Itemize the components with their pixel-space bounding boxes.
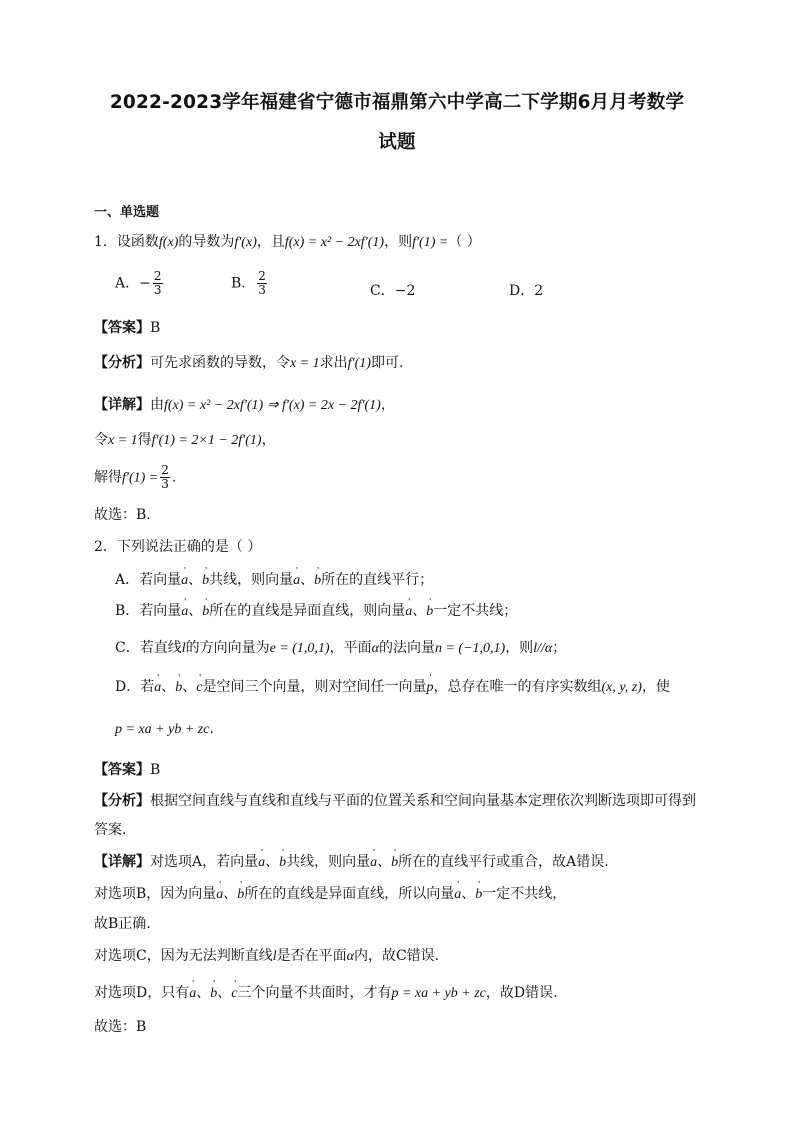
fraction-den: 3 [161, 477, 169, 491]
vec-c: ' c [231, 984, 237, 1004]
detail-text: 得 [137, 432, 152, 448]
option-text: ，总存在唯一的有序实数组 [433, 679, 602, 695]
detail-text: ， [261, 432, 276, 448]
fraction-num: 2 [258, 269, 266, 283]
math-x1: x = 1 [108, 433, 138, 448]
detail-text: 、 [461, 886, 476, 902]
q2-analysis-cont: 答案. [94, 822, 127, 838]
q1-stem-text: 1．设函数 [94, 234, 159, 250]
answer-value: B [150, 320, 161, 336]
vec-a: ' a [293, 571, 300, 591]
q1-option-a [115, 270, 165, 297]
q2-option-b [115, 601, 517, 622]
detail-tag: 【详解】 [94, 397, 150, 413]
q2-detail-3: 故B正确. [94, 916, 151, 932]
q2-option-d-cont [115, 719, 214, 740]
q1-option-d: D．2 [509, 283, 544, 299]
math-eq1: f(x) = x² − 2xf′(1) [284, 235, 385, 250]
q2-detail-5 [94, 983, 558, 1004]
detail-text: 对选项D，只有 [94, 985, 190, 1001]
fraction [153, 270, 163, 297]
vec-b: ' b [475, 885, 482, 905]
math-let-eq: f′(1) = 2×1 − 2f′(1) [151, 433, 262, 448]
math-l: l [272, 949, 277, 964]
detail-text: ， [380, 397, 395, 413]
math-detail-eq: f(x) = x² − 2xf′(1) ⇒ f′(x) = 2x − 2f′(1) [164, 398, 381, 413]
option-label: B． [231, 275, 256, 292]
q2-option-c [115, 638, 566, 659]
option-sign: − [139, 275, 151, 292]
option-label: A． [115, 275, 140, 292]
vec-b: ' b [202, 602, 209, 622]
option-text: 、 [182, 679, 197, 695]
option-text: ，使 [641, 679, 670, 695]
vec-b: ' b [175, 678, 182, 698]
option-text: 、 [188, 572, 203, 588]
q2-option-d [115, 677, 670, 698]
option-text: 、 [188, 603, 203, 619]
vec-a: ' a [189, 984, 196, 1004]
fraction-num: 2 [161, 463, 169, 477]
math-fpx: f′(x) [234, 235, 257, 250]
option-text: 、 [412, 603, 427, 619]
math-p-eq: p = xa + yb + zc [115, 722, 210, 737]
answer-tag: 【答案】 [94, 320, 150, 336]
vec-b: ' b [210, 984, 217, 1004]
fraction [160, 464, 170, 491]
math-n-vec: n = (−1,0,1) [434, 641, 506, 656]
detail-text: 对选项B，因为向量 [94, 886, 217, 902]
math-l: l [181, 641, 186, 656]
detail-text: 由 [150, 397, 164, 413]
analysis-text: 可先求函数的导数，令 [150, 355, 290, 371]
detail-tag: 【详解】 [94, 854, 150, 870]
vec-a: ' a [181, 602, 188, 622]
q1-stem-text: ，则 [384, 234, 413, 250]
q1-analysis [94, 353, 403, 374]
fraction [257, 270, 267, 297]
answer-value: B [150, 762, 161, 778]
doc-title-line2: 试题 [378, 132, 416, 153]
q2-conclusion: 故选：B [94, 1019, 147, 1035]
vec-b: ' b [237, 885, 244, 905]
vec-a: ' a [216, 885, 223, 905]
section-heading: 一、单选题 [94, 205, 160, 220]
vec-c: ' c [196, 678, 202, 698]
option-text: 所在的直线是异面直线，则向量 [209, 603, 406, 619]
detail-text: 解得 [94, 469, 122, 486]
detail-text: 一定不共线， [482, 886, 567, 902]
option-text: C．若直线 [115, 640, 182, 656]
option-text: 所在的直线平行； [321, 572, 434, 588]
vec-a: ' a [454, 885, 461, 905]
vec-b: ' b [202, 571, 209, 591]
math-alpha: α [371, 641, 379, 656]
vec-a: ' a [405, 602, 412, 622]
detail-text: 、 [223, 886, 238, 902]
fraction-num: 2 [153, 269, 162, 283]
math-fp1: f′(1) [347, 356, 371, 371]
q1-answer [94, 318, 160, 338]
option-text: A．若向量 [115, 572, 182, 588]
q1-solve-line: 解得f′(1) = $\frac{2}{3}$ . [94, 463, 177, 491]
q2-detail-4 [94, 946, 439, 967]
detail-text: 三个向量不共面时，才有 [237, 985, 392, 1001]
analysis-tag: 【分析】 [94, 355, 150, 371]
detail-text: 令 [94, 432, 108, 448]
option-text: D．若 [115, 679, 155, 695]
detail-text: 内，故C错误. [353, 948, 440, 964]
q1-conclusion: 故选：B. [94, 507, 151, 523]
vec-a: ' a [370, 853, 377, 873]
option-text: 共线，则向量 [209, 572, 294, 588]
detail-text: 所在的直线平行或重合，故A错误. [398, 854, 609, 870]
detail-text: 、 [377, 854, 392, 870]
analysis-text: 根据空间直线与直线和直线与平面的位置关系和空间向量基本定理依次判断选项即可得到 [150, 793, 696, 809]
q1-stem-text: （ ） [448, 234, 481, 250]
fraction-den: 3 [258, 283, 266, 297]
q1-let-line [94, 430, 276, 451]
q2-detail-1 [94, 852, 609, 873]
doc-title-line1: 2022-2023学年福建省宁德市福鼎第六中学高二下学期6月月考数学 [109, 92, 685, 113]
option-text: 一定不共线； [433, 603, 518, 619]
vec-b: ' b [314, 571, 321, 591]
math-x1: x = 1 [290, 356, 320, 371]
detail-text: 共线，则向量 [286, 854, 371, 870]
option-text: 、 [161, 679, 176, 695]
q1-stem-text: 的导数为 [178, 234, 235, 250]
option-text: B．若向量 [115, 603, 182, 619]
option-text: ； [552, 640, 567, 656]
vec-b: ' b [391, 853, 398, 873]
q1-stem-text: ，且 [256, 234, 285, 250]
math-fp1: f′(1) = [412, 235, 449, 250]
vec-p: ' p [426, 678, 433, 698]
detail-text: 所在的直线是异面直线，所以向量 [244, 886, 455, 902]
q1-stem [94, 232, 481, 253]
detail-text: 、 [265, 854, 280, 870]
detail-text: 对选项A，若向量 [150, 854, 259, 870]
vec-a: ' a [154, 678, 161, 698]
q1-option-b [231, 270, 269, 297]
fraction-den: 3 [153, 283, 162, 297]
vec-a: ' a [258, 853, 265, 873]
option-text: ，平面 [329, 640, 372, 656]
analysis-text: 即可. [370, 355, 404, 371]
q2-detail-2 [94, 884, 566, 905]
detail-text: 是否在平面 [276, 948, 347, 964]
analysis-text: 求出 [319, 355, 348, 371]
option-text: ，则 [505, 640, 534, 656]
math-xyz: (x, y, z) [601, 680, 642, 695]
math-p-eq: p = xa + yb + zc [391, 986, 486, 1001]
detail-text: 、 [217, 985, 232, 1001]
option-text: 是空间三个向量，则对空间任一向量 [202, 679, 427, 695]
detail-text: 对选项C，因为无法判断直线 [94, 948, 273, 964]
answer-tag: 【答案】 [94, 762, 150, 778]
option-text: 的方向向量为 [185, 640, 270, 656]
detail-text: ，故D错误. [485, 985, 558, 1001]
analysis-tag: 【分析】 [94, 793, 150, 809]
q2-analysis [94, 791, 696, 811]
option-text: 的法向量 [378, 640, 435, 656]
option-text: . [209, 721, 214, 737]
detail-text: 、 [196, 985, 211, 1001]
math-l-par: l//α [533, 641, 553, 656]
q2-stem: 2．下列说法正确的是（ ） [94, 539, 262, 555]
q2-answer [94, 760, 160, 780]
vec-b: ' b [279, 853, 286, 873]
option-text: 、 [300, 572, 315, 588]
q2-option-a [115, 570, 433, 591]
math-solve: f′(1) = [122, 470, 159, 486]
math-fx: f(x) [158, 235, 179, 250]
vec-b: ' b [426, 602, 433, 622]
q1-detail [94, 395, 395, 416]
vec-a: ' a [181, 571, 188, 591]
math-alpha: α [346, 949, 354, 964]
math-e-vec: e = (1,0,1) [269, 641, 330, 656]
q1-option-c: C．−2 [370, 283, 416, 299]
